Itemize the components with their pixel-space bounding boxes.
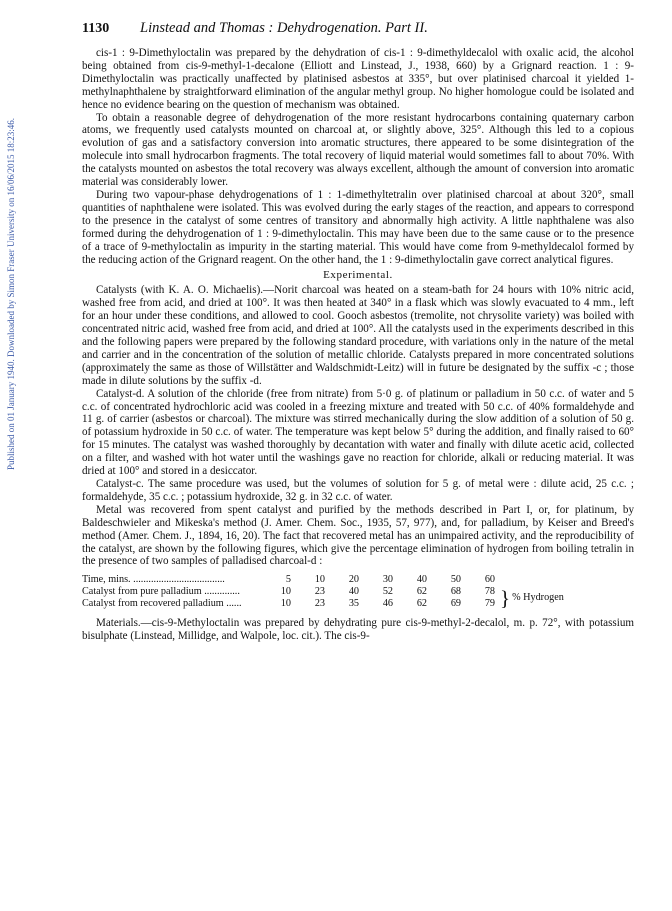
- paragraph: To obtain a reasonable degree of dehydrogenation of the more resistant hydrocarbons containing quaternary carbon atoms, we frequently used catalysts mounted on charcoal at, or slightly above, 325°. Although this led to a copious evolution of gas and a satisfactory conversion into aromatic structures, there appeared to be some disintegration of the molecule into small hydrocarbon fragments. The total recovery of liquid material would sometimes fall to about 70%. With the catalysts mounted on asbestos the total recovery was always excellent, although the amount of conversion into aromatic material was considerably lower.: [82, 111, 634, 189]
- running-title: Linstead and Thomas : Dehydrogenation. Part II.: [140, 20, 428, 36]
- table-cell: 52: [382, 586, 393, 598]
- materials-paragraph: Materials.—cis-9-Methyloctalin was prepared by dehydrating pure cis-9-methyl-2-decalol, m. p. 72°, with potassium bisulphate (Linstead, Millidge, and Walpole, loc. cit.). The cis-9-: [82, 617, 634, 643]
- page-header: [82, 20, 634, 37]
- table-cell: 78: [484, 586, 495, 598]
- brace-symbol: }: [500, 586, 511, 611]
- table-cell: 62: [416, 586, 427, 598]
- table-cell: 62: [416, 598, 427, 610]
- paragraph: cis-1 : 9-Dimethyloctalin was prepared by the dehydration of cis-1 : 9-dimethyldecalol with oxalic acid, the alcohol being obtained from cis-9-methyl-1-decalone (Elliott and Linstead, J., 1938, 660) by a Grignard reaction. 1 : 9-Dimethyloctalin was practically unaffected by platinised asbestos at 335°, but over platinised charcoal it yielded 1-methylnaphthalene by straightforward elimination of the angular methyl group. No higher homologue could be isolated and hence no evidence bearing on the question of mechanism was obtained.: [82, 47, 634, 111]
- row-label: Catalyst from recovered palladium ......: [82, 598, 242, 610]
- table-cell: 79: [484, 598, 495, 610]
- table-cell: 10: [280, 586, 291, 598]
- table-cell: 40: [348, 586, 359, 598]
- table-cell: 5: [285, 574, 291, 586]
- experimental-paragraph: Catalyst-d. A solution of the chloride (free from nitrate) from 5·0 g. of platinum or palladium in 50 c.c. of water and 5 c.c. of concentrated hydrochloric acid was cooled in a freezing mixture and treated with 50 c.c. of 40% formaldehyde and 11 g. of carrier (asbestos or charcoal). The mixture was stirred mechanically during the slow addition of a solution of 50 g. of potassium hydroxide in 50 c.c. of water. The temperature was kept below 5° during the addition, and finally raised to 60° for 15 minutes. The catalyst was washed thoroughly by decantation with water and finally with dilute acetic acid, collected on a filter, and washed with hot water until the washings gave no reaction for chloride, alkali or reducing material. It was dried at 100° and stored in a desiccator.: [82, 387, 634, 478]
- table-cell: 46: [382, 598, 393, 610]
- experimental-paragraph: Catalysts (with K. A. O. Michaelis).—Norit charcoal was heated on a steam-bath for 24 hours with 10% nitric acid, washed free from acid, and dried at 100°. It was then heated at 340° in a flask which was slowly evacuated to 4 mm., left for an hour under these conditions, and allowed to cool. Gooch asbestos (tremolite, not chrysolite variety) was boiled with concentrated nitric acid, washed free from acid, and dried at 100°. All the catalysts used in the experiments described in this and the following papers were prepared by the following standard procedure, with variations only in the nature of the metal and carrier and in the concentration of the solution of metallic chloride. Catalysts prepared in more concentrated solutions (approximately the same as those of Willstätter and Waldschmidt-Leitz) will in future be designated by the suffix -c ; those made in dilute solutions by the suffix -d.: [82, 284, 634, 387]
- row-label: Time, mins. ....................................: [82, 574, 225, 586]
- section-heading: Experimental.: [323, 269, 393, 282]
- hydrogen-table: [82, 574, 569, 610]
- unit-label: % Hydrogen: [512, 592, 564, 604]
- table-cell: 35: [348, 598, 359, 610]
- experimental-paragraph: Metal was recovered from spent catalyst and purified by the methods described in Part I, or, for platinum, by Baldeschwieler and Mikeska's method (J. Amer. Chem. Soc., 1935, 57, 977), and, for palladium, by Keiser and Breed's method (Amer. Chem. J., 1894, 16, 20). The fact that recovered metal has an unimpaired activity, and the reproducibility of the catalyst, are shown by the following figures, which give the percentage elimination of hydrogen from boiling tetralin in the presence of two samples of palladised charcoal-d :: [82, 503, 634, 568]
- table-cell: 68: [450, 586, 461, 598]
- table-row: [82, 598, 569, 610]
- row-label: Catalyst from pure palladium ..............: [82, 586, 240, 598]
- table-cell: 10: [314, 574, 325, 586]
- table-cell: 30: [382, 574, 393, 586]
- table-row: [82, 574, 569, 586]
- table-cell: 50: [450, 574, 461, 586]
- page-body: [82, 20, 634, 643]
- experimental-paragraph: Catalyst-c. The same procedure was used, but the volumes of solution for 5 g. of metal were : dilute acid, 25 c.c. ; formaldehyde, 35 c.c. ; potassium hydroxide, 32 g. in 32 c.c. of water.: [82, 478, 634, 503]
- table-cell: 23: [314, 586, 325, 598]
- publication-sidebar: Published on 01 January 1940. Downloaded by Simon Fraser University on 16/06/2015 18:23:46.: [6, 118, 16, 470]
- table-cell: 40: [416, 574, 427, 586]
- table-row: [82, 586, 569, 598]
- table-cell: 60: [484, 574, 495, 586]
- table-cell: 69: [450, 598, 461, 610]
- table-cell: 20: [348, 574, 359, 586]
- table-cell: 23: [314, 598, 325, 610]
- table-cell: 10: [280, 598, 291, 610]
- page-number: 1130: [82, 21, 110, 36]
- paragraph: During two vapour-phase dehydrogenations of 1 : 1-dimethyltetralin over platinised charcoal at about 320°, small quantities of naphthalene were isolated. This was evolved during the early stages of the reaction, and appears to correspond to the presence in the catalyst of some centres of transitory and abnormally high activity. A little naphthalene was also formed during the dehydrogenation of 1 : 9-dimethyloctalin. This may have been due to the same cause or to the presence of a trace of 9-methyloctalin as impurity in the starting material. This would have come from 9-methyldecalol formed by the reducing action of the Grignard reagent. On the other hand, the 1 : 9-dimethyloctalin gave correct analytical figures.: [82, 188, 634, 266]
